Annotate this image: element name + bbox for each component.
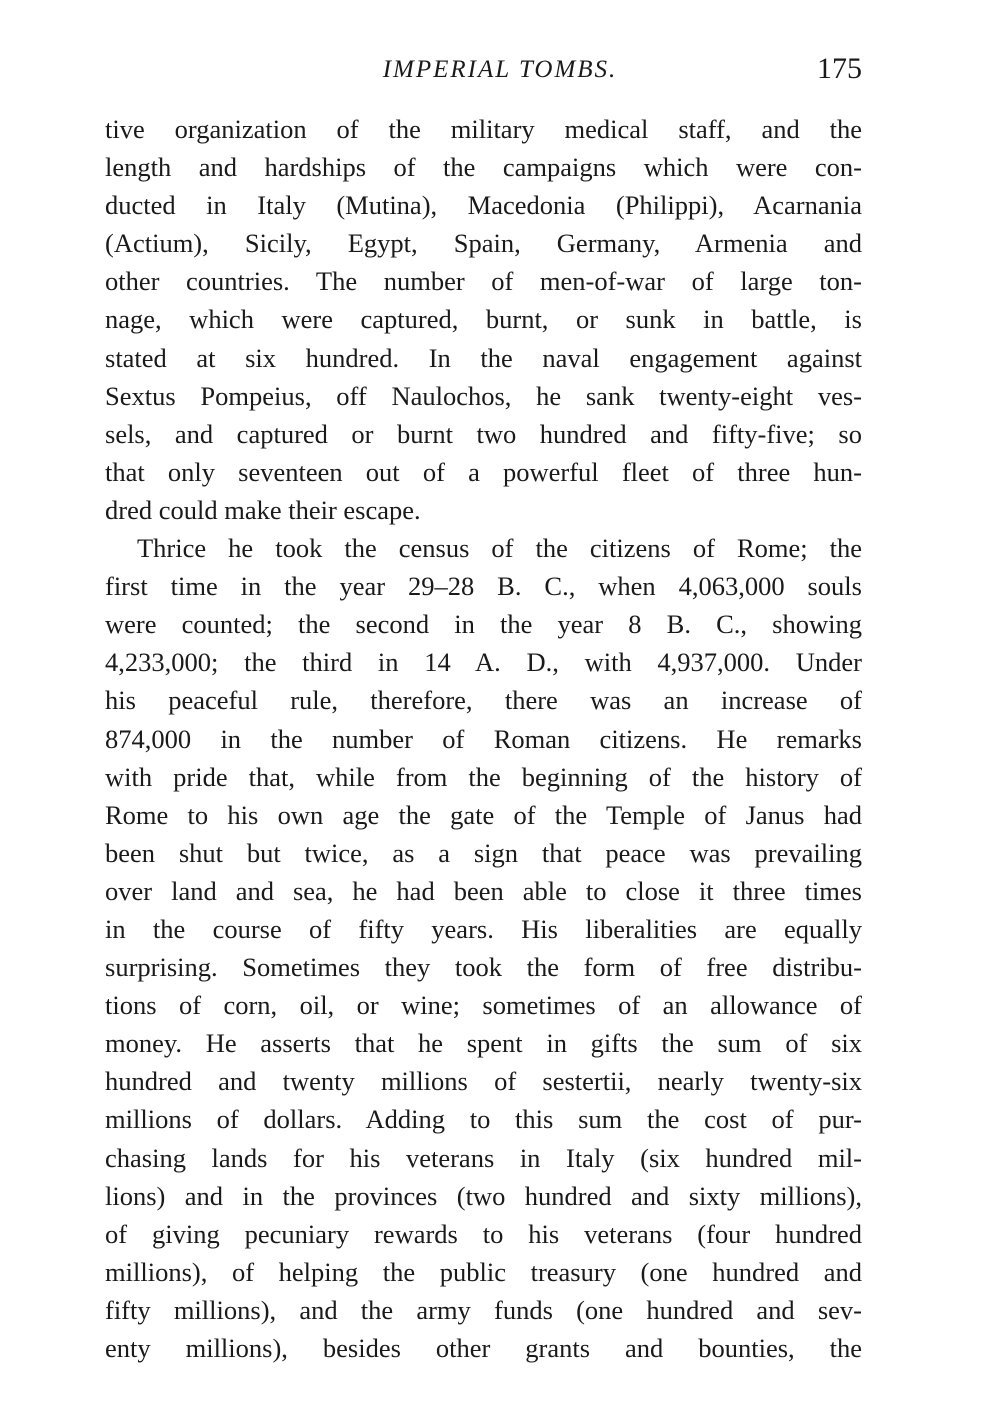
- text-line: in the course of fifty years. His liberalities are equally: [105, 913, 862, 944]
- text-line: over land and sea, he had been able to close it three times: [105, 875, 862, 906]
- text-line: sels, and captured or burnt two hundred and fifty-five; so: [105, 418, 862, 449]
- text-line: been shut but twice, as a sign that peace was prevailing: [105, 837, 862, 868]
- text-line: millions), of helping the public treasury (one hundred and: [105, 1256, 862, 1287]
- text-line: that only seventeen out of a powerful fleet of three hun-: [105, 456, 862, 487]
- text-line: money. He asserts that he spent in gifts the sum of six: [105, 1028, 862, 1059]
- paragraph-start-line: Thrice he took the census of the citizens of Rome; the: [137, 533, 862, 564]
- text-line: were counted; the second in the year 8 B. C., showing: [105, 609, 862, 640]
- text-line: length and hardships of the campaigns which were con-: [105, 152, 862, 183]
- text-line: his peaceful rule, therefore, there was an increase of: [105, 685, 862, 716]
- text-line: (Actium), Sicily, Egypt, Spain, Germany, Armenia and: [105, 228, 862, 259]
- text-line: tive organization of the military medical staff, and the: [105, 114, 862, 144]
- text-line: 874,000 in the number of Roman citizens. He remarks: [105, 723, 862, 754]
- text-line: lions) and in the provinces (two hundred and sixty millions),: [105, 1180, 862, 1211]
- text-line: stated at six hundred. In the naval engagement against: [105, 342, 862, 373]
- text-line: 4,233,000; the third in 14 A. D., with 4,937,000. Under: [105, 647, 862, 678]
- text-line: chasing lands for his veterans in Italy (six hundred mil-: [105, 1142, 862, 1173]
- text-line: fifty millions), and the army funds (one hundred and sev-: [105, 1294, 862, 1325]
- text-line: millions of dollars. Adding to this sum the cost of pur-: [105, 1104, 862, 1135]
- text-line: tions of corn, oil, or wine; sometimes of an allowance of: [105, 990, 862, 1021]
- body-text: [105, 110, 862, 1367]
- text-line: of giving pecuniary rewards to his veterans (four hundred: [105, 1218, 862, 1249]
- page-number: 175: [817, 52, 862, 85]
- text-line: nage, which were captured, burnt, or sunk in battle, is: [105, 304, 862, 335]
- text-line: enty millions), besides other grants and bounties, the: [105, 1333, 862, 1363]
- text-line: Sextus Pompeius, off Naulochos, he sank twenty-eight ves-: [105, 380, 862, 411]
- paragraph-end-line: dred could make their escape.: [105, 494, 421, 525]
- text-line: ducted in Italy (Mutina), Macedonia (Philippi), Acarnania: [105, 190, 862, 221]
- text-line: Rome to his own age the gate of the Temple of Janus had: [105, 799, 862, 830]
- text-line: surprising. Sometimes they took the form of free distribu-: [105, 952, 862, 983]
- text-line: other countries. The number of men-of-war of large ton-: [105, 266, 862, 297]
- text-line: with pride that, while from the beginning of the history of: [105, 761, 862, 792]
- text-line: hundred and twenty millions of sestertii, nearly twenty-six: [105, 1066, 862, 1097]
- text-line: first time in the year 29–28 B. C., when 4,063,000 souls: [105, 571, 862, 602]
- running-title: IMPERIAL TOMBS.: [382, 56, 618, 83]
